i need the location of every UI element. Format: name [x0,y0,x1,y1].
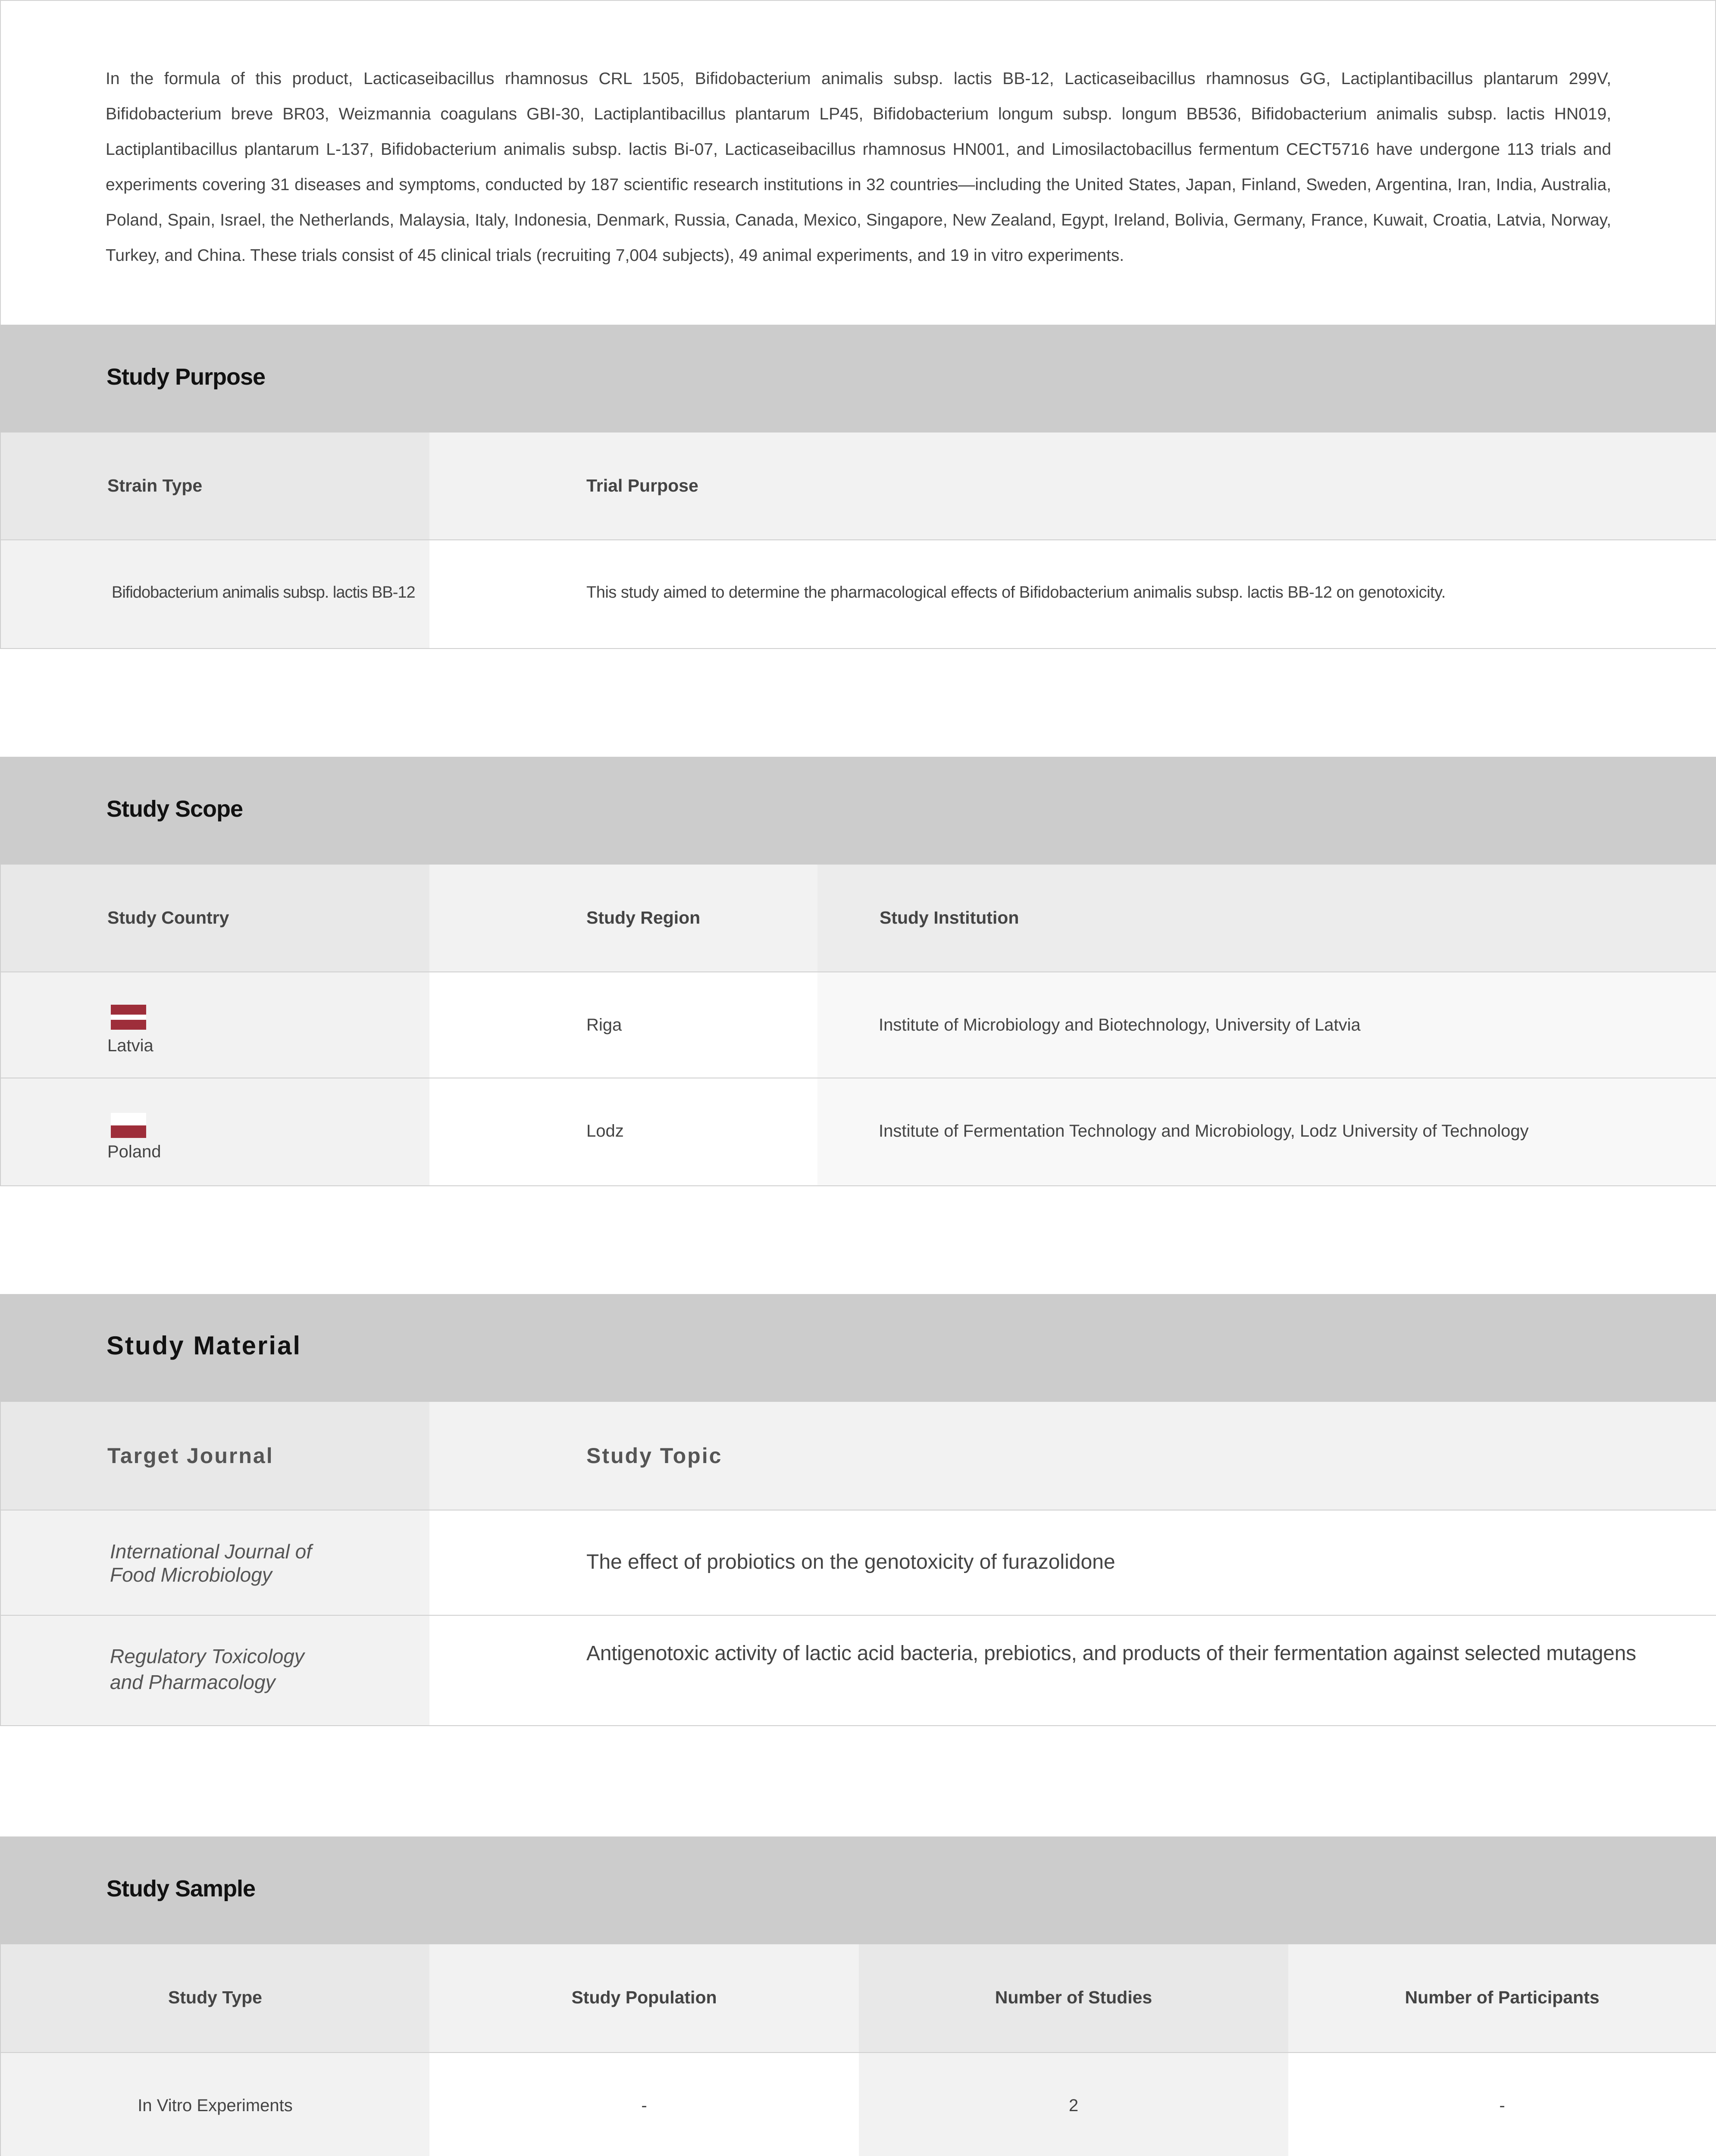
column-header-participants: Number of Participants [1405,1987,1600,2007]
column-header-strain: Strain Type [107,476,203,495]
study-material-section [0,1294,1716,1726]
topic-cell: Antigenotoxic activity of lactic acid bacteria, prebiotics, and products of their fermentation against selected mutagens [586,1642,1636,1665]
column-header-type: Study Type [168,1987,262,2007]
table-row [0,972,1716,1078]
country-cell: Poland [107,1142,161,1161]
table-header-row [0,1944,1716,2053]
section-title: Study Sample [106,1876,256,1902]
latvia-flag-icon [111,1005,146,1030]
section-title: Study Scope [106,796,243,822]
poland-flag-icon [111,1113,146,1138]
topic-cell: The effect of probiotics on the genotoxicity of furazolidone [586,1551,1115,1573]
population-cell: - [641,2096,647,2115]
study-scope-section [0,757,1716,1186]
type-cell: In Vitro Experiments [138,2096,293,2115]
journal-cell: Regulatory Toxicology and Pharmacology [110,1645,304,1693]
table-header-row [0,865,1716,972]
table-row [0,1078,1716,1186]
section-header [0,757,1716,865]
intro-section [0,0,1716,325]
region-cell: Riga [586,1015,622,1034]
column-header-country: Study Country [107,908,229,928]
column-header-purpose: Trial Purpose [586,476,698,495]
country-cell: Latvia [107,1036,153,1055]
column-header-studies: Number of Studies [995,1987,1152,2007]
section-header [0,1836,1716,1944]
study-sample-section [0,1836,1716,2156]
purpose-cell: This study aimed to determine the pharmacological effects of Bifidobacterium animalis subsp. lactis BB-12 on genotoxicity. [586,583,1446,602]
table-header-row [0,432,1716,540]
section-title: Study Purpose [106,364,266,390]
journal-cell: International Journal of Food Microbiology [110,1540,312,1586]
intro-text: In the formula of this product, Lacticaseibacillus rhamnosus CRL 1505, Bifidobacterium animalis subsp. lactis BB-12, Lacticaseibacillus rhamnosus GG, Lactiplantibacillus plantarum 299V, Bifidobacterium breve BR03, Weizmannia coagulans GBI-30, Lactiplantibacillus plantarum LP45, Bifidobacterium longum subsp. longum BB536, Bifidobacterium animalis subsp. lactis HN019, Lactiplantibacillus plantarum L-137, Bifidobacterium animalis subsp. lactis Bi-07, Lacticaseibacillus rhamnosus HN001, and Limosilactobacillus fermentum CECT5716 have undergone 113 trials and experiments covering 31 diseases and symptoms, conducted by 187 scientific research institutions in 32 countries—including the United States, Japan, Finland, Sweden, Argentina, Iran, India, Australia, Poland, Spain, Israel, the Netherlands, Malaysia, Italy, Indonesia, Denmark, Russia, Canada, Mexico, Singapore, New Zealand, Egypt, Ireland, Bolivia, Germany, France, Kuwait, Croatia, Latvia, Norway, Turkey, and China. These trials consist of 45 clinical trials (recruiting 7,004 subjects), 49 animal experiments, and 19 in vitro experiments. [106,69,1611,265]
section-header [0,325,1716,432]
column-header-topic: Study Topic [586,1444,723,1468]
strain-cell: Bifidobacterium animalis subsp. lactis BB-12 [112,583,415,602]
column-header-region: Study Region [586,908,701,928]
table-header-row [0,1402,1716,1510]
region-cell: Lodz [586,1122,624,1141]
table-row [0,2053,1716,2156]
table-row [0,540,1716,649]
column-header-population: Study Population [571,1987,717,2007]
participants-cell: - [1499,2096,1505,2115]
column-header-journal: Target Journal [107,1444,274,1468]
section-header [0,1294,1716,1402]
institution-cell: Institute of Fermentation Technology and Microbiology, Lodz University of Technology [879,1122,1529,1141]
institution-cell: Institute of Microbiology and Biotechnology, University of Latvia [879,1015,1361,1034]
table-row [0,1510,1716,1616]
table-row [0,1616,1716,1726]
studies-cell: 2 [1068,2096,1079,2115]
section-title: Study Material [106,1331,302,1360]
study-purpose-section [0,325,1716,649]
column-header-institution: Study Institution [880,908,1019,928]
